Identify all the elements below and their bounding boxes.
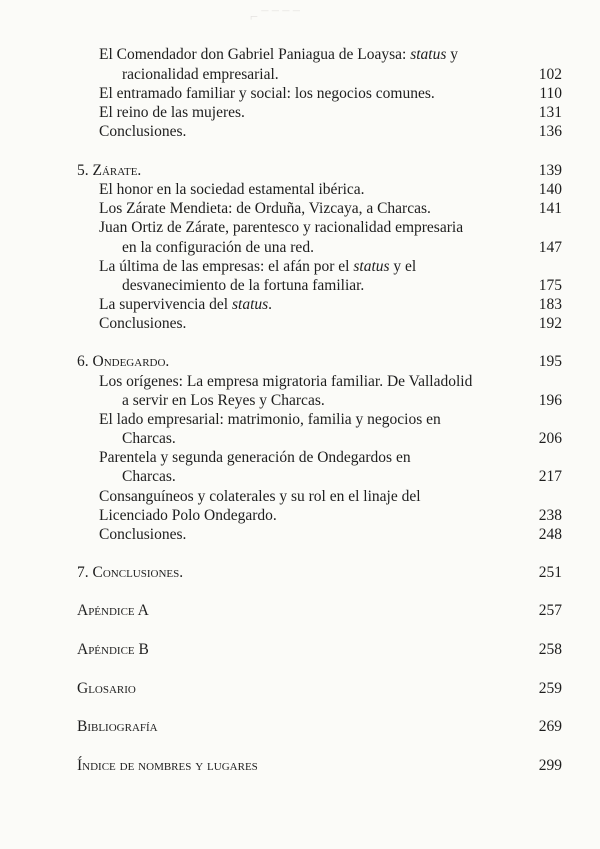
toc-backmatter-title: Apéndice B bbox=[77, 641, 149, 658]
toc-entry-text: Parentela y segunda generación de Ondegardos en bbox=[99, 449, 411, 466]
toc-backmatter-title: Glosario bbox=[77, 680, 136, 697]
toc-backmatter-title: Bibliografía bbox=[77, 718, 158, 735]
toc-entry-text: El entramado familiar y social: los negocios comunes. bbox=[99, 85, 435, 102]
toc-entry-text: Juan Ortiz de Zárate, parentesco y racionalidad empresaria bbox=[99, 219, 464, 236]
toc-appendix-a bbox=[77, 601, 149, 621]
page-number: 217 bbox=[538, 468, 562, 485]
toc-backmatter-title: Apéndice A bbox=[77, 602, 149, 619]
toc-entry-ultima-line1 bbox=[99, 257, 416, 277]
toc-entry-text: Charcas. bbox=[122, 430, 176, 447]
toc-entry-text: Conclusiones. bbox=[99, 315, 187, 332]
toc-entry-lado-line2 bbox=[122, 429, 176, 449]
page-number: 147 bbox=[538, 239, 562, 256]
toc-entry-text: Charcas. bbox=[122, 468, 176, 485]
toc-entry-consanguineos-line1 bbox=[99, 487, 421, 507]
toc-entry-text: El honor en la sociedad estamental ibérica. bbox=[99, 181, 365, 198]
toc-entry-conclusiones-5 bbox=[99, 314, 186, 334]
bleed-through-mark: ⌐ ¯ ¯ ¯ ¯ bbox=[250, 10, 300, 25]
page-number: 110 bbox=[539, 85, 562, 102]
toc-entry-ultima-line2 bbox=[122, 276, 364, 296]
page-number: 259 bbox=[538, 680, 562, 697]
toc-entry-lado-line1 bbox=[99, 410, 441, 430]
toc-entry-text: La supervivencia del status. bbox=[99, 296, 273, 313]
toc-entry-text: El Comendador don Gabriel Paniagua de Loaysa: status y bbox=[99, 46, 459, 63]
page-number: 131 bbox=[538, 104, 562, 121]
page-number: 192 bbox=[538, 315, 562, 332]
toc-entry-conclusiones-4 bbox=[99, 122, 186, 142]
toc-entry-text: en la configuración de una red. bbox=[122, 239, 314, 256]
toc-entry-text: Conclusiones. bbox=[99, 526, 187, 543]
toc-entry-conclusiones-6 bbox=[99, 525, 186, 545]
toc-entry-text: El lado empresarial: matrimonio, familia y negocios en bbox=[99, 411, 441, 428]
toc-indice bbox=[77, 756, 258, 776]
page-number: 257 bbox=[538, 602, 562, 619]
toc-entry-supervivencia bbox=[99, 295, 272, 315]
page-number: 136 bbox=[538, 123, 562, 140]
toc-chapter-title: 7. Conclusiones. bbox=[77, 564, 184, 581]
toc-entry-reino bbox=[99, 103, 245, 123]
toc-entry-text: Conclusiones. bbox=[99, 123, 187, 140]
page-number: 269 bbox=[538, 718, 562, 735]
page-number: 206 bbox=[538, 430, 562, 447]
page-number: 196 bbox=[538, 392, 562, 409]
toc-entry-text: Los Zárate Mendieta: de Orduña, Vizcaya, a Charcas. bbox=[99, 200, 431, 217]
toc-entry-parentela-line2 bbox=[122, 467, 176, 487]
page-number: 102 bbox=[538, 66, 562, 83]
toc-entry-entramado bbox=[99, 84, 435, 104]
toc-bibliografia bbox=[77, 717, 158, 737]
toc-chapter-7 bbox=[77, 563, 183, 583]
toc-entry-parentela-line1 bbox=[99, 448, 411, 468]
toc-backmatter-title: Índice de nombres y lugares bbox=[77, 757, 258, 774]
toc-entry-text: La última de las empresas: el afán por el status y el bbox=[99, 258, 417, 275]
toc-entry-juan-ortiz-line1 bbox=[99, 218, 463, 238]
toc-entry-paniagua-line1 bbox=[99, 45, 458, 65]
page-number: 248 bbox=[538, 526, 562, 543]
toc-entry-text: El reino de las mujeres. bbox=[99, 104, 245, 121]
toc-entry-text: Licenciado Polo Ondegardo. bbox=[99, 507, 277, 524]
toc-entry-paniagua-line2 bbox=[122, 65, 279, 85]
toc-chapter-5 bbox=[77, 161, 141, 181]
page-number: 258 bbox=[538, 641, 562, 658]
toc-entry-zarate-mendieta bbox=[99, 199, 431, 219]
page-number: 140 bbox=[538, 181, 562, 198]
page-number: 175 bbox=[538, 277, 562, 294]
page-number: 238 bbox=[538, 507, 562, 524]
toc-entry-juan-ortiz-line2 bbox=[122, 238, 314, 258]
toc-entry-origenes-line1 bbox=[99, 372, 472, 392]
page-number: 183 bbox=[538, 296, 562, 313]
toc-entry-origenes-line2 bbox=[122, 391, 325, 411]
page-number: 299 bbox=[538, 757, 562, 774]
toc-entry-text: racionalidad empresarial. bbox=[122, 66, 279, 83]
toc-entry-text: a servir en Los Reyes y Charcas. bbox=[122, 392, 325, 409]
toc-chapter-title: 5. Zárate. bbox=[77, 162, 142, 179]
page-number: 141 bbox=[538, 200, 562, 217]
toc-chapter-6 bbox=[77, 352, 169, 372]
toc-entry-text: desvanecimiento de la fortuna familiar. bbox=[122, 277, 365, 294]
page-number: 139 bbox=[538, 162, 562, 179]
toc-entry-honor bbox=[99, 180, 365, 200]
page-number: 195 bbox=[538, 353, 562, 370]
toc-entry-text: Los orígenes: La empresa migratoria familiar. De Valladolid bbox=[99, 373, 473, 390]
toc-chapter-title: 6. Ondegardo. bbox=[77, 353, 170, 370]
toc-entry-text: Consanguíneos y colaterales y su rol en el linaje del bbox=[99, 488, 421, 505]
toc-glosario bbox=[77, 679, 136, 699]
toc-appendix-b bbox=[77, 640, 149, 660]
page-number: 251 bbox=[538, 564, 562, 581]
toc-entry-consanguineos-line2 bbox=[99, 506, 277, 526]
